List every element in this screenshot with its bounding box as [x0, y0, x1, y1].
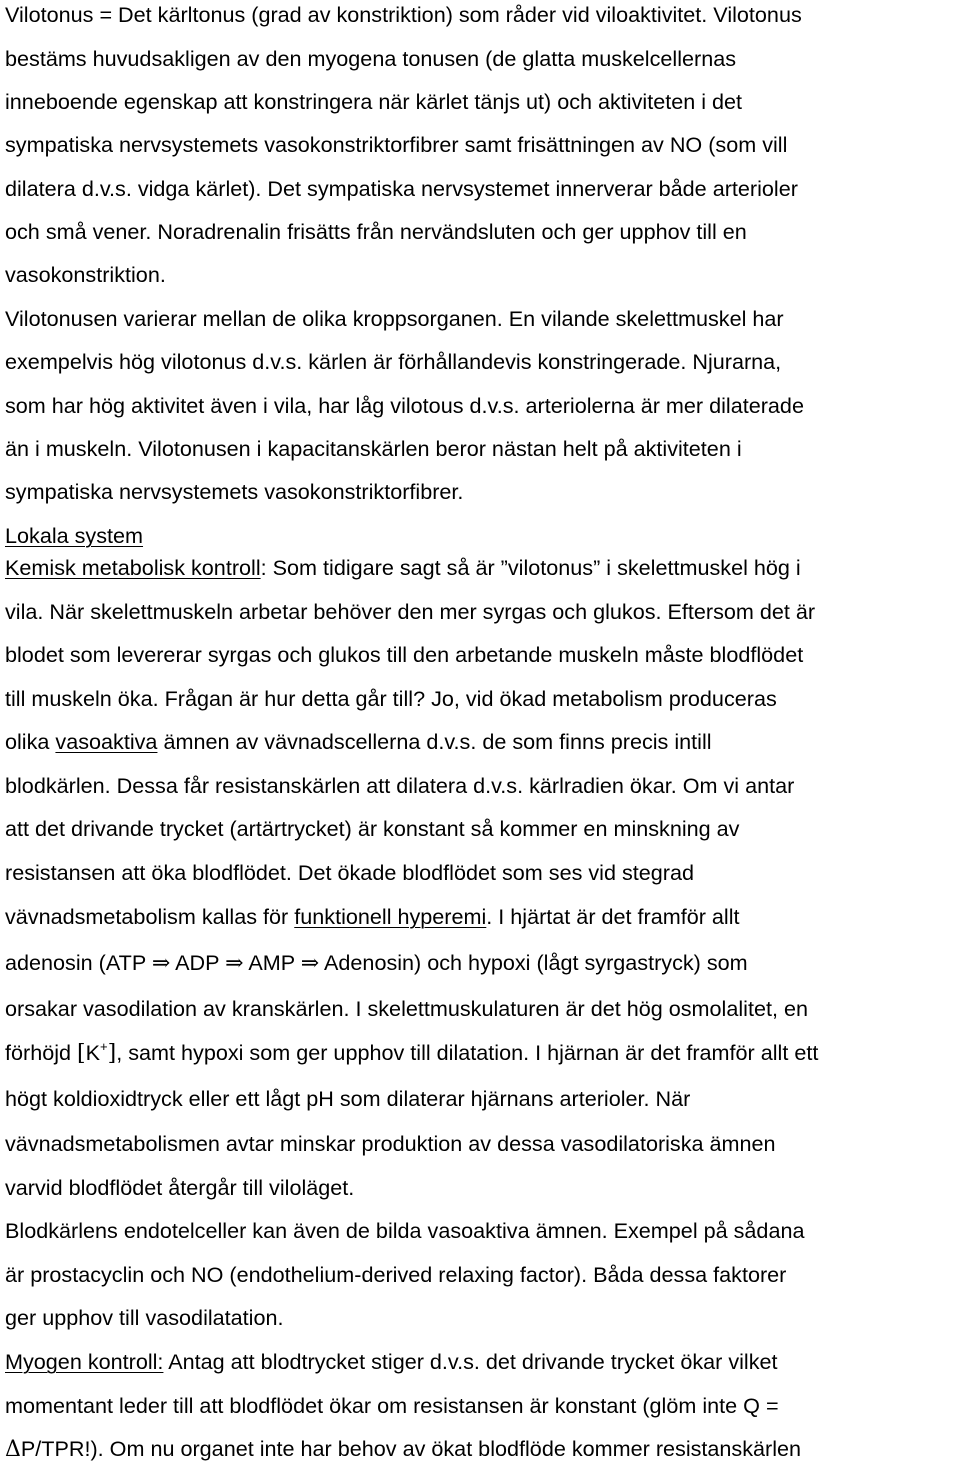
text-line: är prostacyclin och NO (endothelium-derived relaxing factor). Båda dessa faktorer	[5, 1262, 787, 1287]
text-line: inneboende egenskap att konstringera när kärlet tänjs ut) och aktiviteten i det	[5, 89, 743, 114]
text-line: Vilotonusen varierar mellan de olika kroppsorganen. En vilande skelettmuskel har	[5, 306, 784, 331]
text-span: ämnen av vävnadscellerna d.v.s. de som finns precis intill	[157, 729, 712, 754]
text-span: , samt hypoxi som ger upphov till dilatation. I hjärnan är det framför allt ett	[116, 1040, 819, 1065]
text-line: ger upphov till vasodilatation.	[5, 1305, 284, 1330]
text-line: som har hög aktivitet även i vila, har låg vilotous d.v.s. arteriolerna är mer dilaterade	[5, 393, 804, 418]
text-line	[5, 1349, 778, 1375]
text-line: vävnadsmetabolismen avtar minskar produktion av dessa vasodilatoriska ämnen	[5, 1131, 776, 1156]
text-span: Adenosin) och hypoxi (lågt syrgastryck) som	[319, 950, 748, 975]
text-span: adenosin (ATP	[5, 950, 152, 975]
text-span: Antag att blodtrycket stiger d.v.s. det drivande trycket ökar vilket	[163, 1349, 778, 1374]
implies-arrow-icon: ⇒	[225, 951, 244, 976]
text-span: AMP	[243, 950, 301, 975]
text-line	[5, 1436, 801, 1463]
text-line: Vilotonus = Det kärltonus (grad av konstriktion) som råder vid viloaktivitet. Vilotonus	[5, 2, 802, 27]
text-line: vasokonstriktion.	[5, 262, 166, 287]
term-vasoaktiva: vasoaktiva	[55, 729, 158, 754]
text-line	[5, 904, 740, 930]
delta-symbol: Δ	[5, 1437, 21, 1462]
text-line: högt koldioxidtryck eller ett lågt pH som dilaterar hjärnans arterioler. När	[5, 1086, 691, 1111]
text-line: att det drivande trycket (artärtrycket) är konstant så kommer en minskning av	[5, 816, 740, 841]
bracket-open: [	[77, 1041, 86, 1066]
implies-arrow-icon: ⇒	[300, 951, 320, 976]
implies-arrow-icon: ⇒	[151, 951, 171, 976]
text-line	[5, 950, 748, 977]
section-heading-lokala-system: Lokala system	[5, 523, 144, 548]
text-line: blodkärlen. Dessa får resistanskärlen att dilatera d.v.s. kärlradien ökar. Om vi antar	[5, 773, 795, 798]
text-line: resistansen att öka blodflödet. Det ökade blodflödet som ses vid stegrad	[5, 860, 695, 885]
text-line: dilatera d.v.s. vidga kärlet). Det sympatiska nervsystemet innerverar både arterioler	[5, 176, 798, 201]
text-line: orsakar vasodilation av kranskärlen. I skelettmuskulaturen är det hög osmolalitet, en	[5, 996, 808, 1021]
text-span: P/TPR!). Om nu organet inte har behov av ökat blodflöde kommer resistanskärlen	[20, 1436, 802, 1461]
bracket-close: ]	[107, 1041, 117, 1066]
text-line: Blodkärlens endotelceller kan även de bilda vasoaktiva ämnen. Exempel på sådana	[5, 1218, 805, 1243]
term-funktionell-hyperemi: funktionell hyperemi	[294, 904, 487, 929]
text-line: blodet som levererar syrgas och glukos till den arbetande muskeln måste blodflödet	[5, 642, 804, 667]
text-span: vävnadsmetabolism kallas för	[5, 904, 295, 929]
term-myogen-kontroll: Myogen kontroll:	[5, 1349, 164, 1374]
text-line: varvid blodflödet återgår till viloläget.	[5, 1175, 355, 1200]
text-line: bestäms huvudsakligen av den myogena tonusen (de glatta muskelcellernas	[5, 46, 737, 71]
text-line: till muskeln öka. Frågan är hur detta går till? Jo, vid ökad metabolism produceras	[5, 686, 777, 711]
text-line	[5, 555, 801, 581]
text-span: ADP	[170, 950, 226, 975]
text-line: än i muskeln. Vilotonusen i kapacitanskärlen beror nästan helt på aktiviteten i	[5, 436, 742, 461]
text-span: . I hjärtat är det framför allt	[486, 904, 740, 929]
text-line: och små vener. Noradrenalin frisätts från nervändsluten och ger upphov till en	[5, 219, 747, 244]
text-line	[5, 1040, 818, 1069]
ion-charge: +	[100, 1039, 108, 1054]
text-line: vila. När skelettmuskeln arbetar behöver den mer syrgas och glukos. Eftersom det är	[5, 599, 816, 624]
potassium-symbol: K	[85, 1040, 101, 1065]
text-line: sympatiska nervsystemets vasokonstriktorfibrer samt frisättningen av NO (som vill	[5, 132, 788, 157]
text-span: förhöjd	[5, 1040, 78, 1065]
text-line: exempelvis hög vilotonus d.v.s. kärlen är förhållandevis konstringerade. Njurarna,	[5, 349, 782, 374]
text-line: momentant leder till att blodflödet ökar om resistansen är konstant (glöm inte Q =	[5, 1393, 779, 1418]
text-span: : Som tidigare sagt så är ”vilotonus” i skelettmuskel hög i	[260, 555, 801, 580]
term-kemisk-metabolisk-kontroll: Kemisk metabolisk kontroll	[5, 555, 261, 580]
text-line	[5, 729, 712, 755]
text-span: olika	[5, 729, 56, 754]
text-line: sympatiska nervsystemets vasokonstriktorfibrer.	[5, 479, 464, 504]
